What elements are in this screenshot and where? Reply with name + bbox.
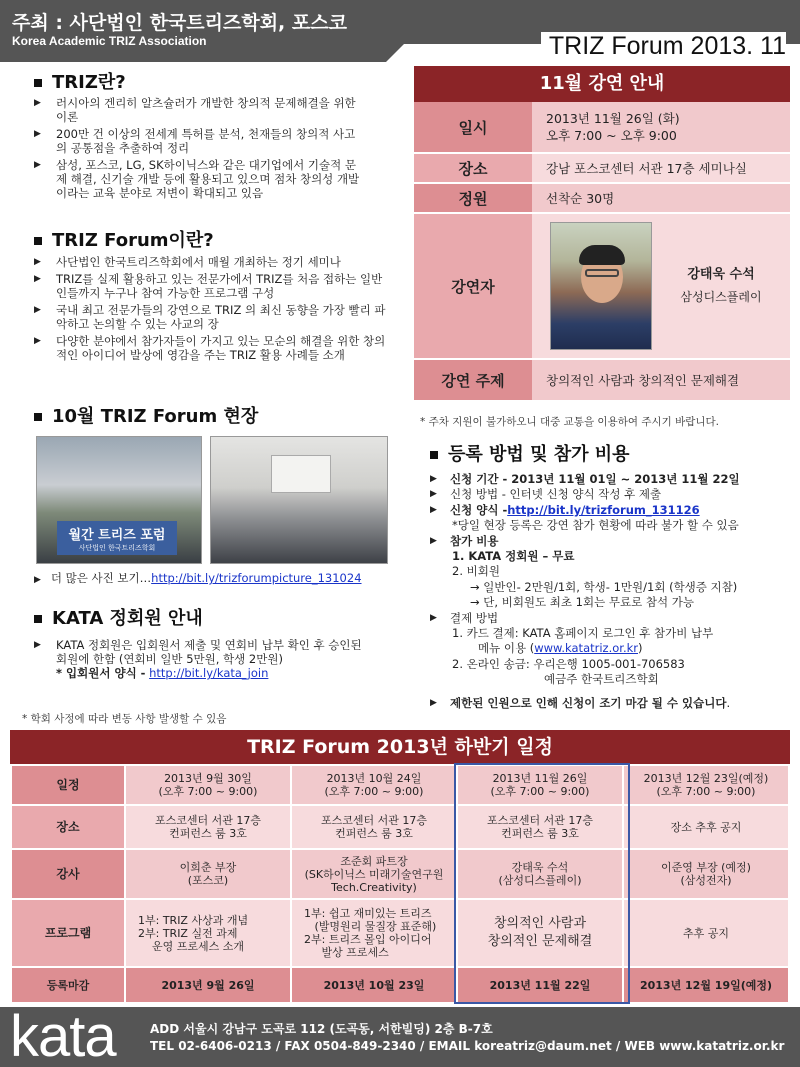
host-english: Korea Academic TRIZ Association: [12, 34, 207, 48]
limited-note: 제한된 인원으로 인해 신청이 조기 마감 될 수 있습니다: [450, 695, 727, 710]
membership-heading: KATA 정회원 안내: [34, 604, 203, 630]
host-label: 주최 : 사단법인 한국트리즈학회, 포스코: [12, 12, 347, 34]
triz-about-list: [34, 96, 364, 203]
table-row: 일정 2013년 9월 30일 (오후 7:00 ~ 9:00) 2013년 10월 24일 (오후 7:00 ~ 9:00) 2013년 11월 26일 (오후 7:00 ~ 9:00) 2013년 12월 23일(예정) (오후 7:00 ~ 9:00): [11, 765, 789, 805]
square-bullet-icon: [34, 615, 42, 623]
current-month-highlight: [454, 763, 630, 1004]
payment-holder: 예금주 한국트리즈학회: [544, 672, 659, 687]
talk-topic: 창의적인 사람과 창의적인 문제해결: [532, 360, 790, 400]
onsite-note: *당일 현장 등록은 강연 참가 현황에 따라 불가 할 수 있음: [452, 518, 739, 533]
seminar-photo: [210, 436, 388, 564]
projector-screen: [271, 455, 331, 493]
talk-row-date: [414, 102, 790, 154]
parking-note: * 주차 지원이 불가하오니 대중 교통을 이용하여 주시기 바랍니다.: [420, 416, 720, 428]
photo-banner: 월간 트리즈 포럼 사단법인 한국트리즈학회: [57, 521, 177, 555]
row-label: 프로그램: [11, 899, 125, 967]
row-label: 강사: [11, 849, 125, 899]
list-item: ▶ TRIZ를 실제 활용하고 있는 전문가에서 TRIZ를 처음 접하는 일반인들까지 누구나 참여 가능한 프로그램 구성: [34, 272, 386, 300]
talk-label: 정원: [414, 184, 532, 212]
talk-info-table: [414, 66, 790, 402]
table-row: 강사 이희춘 부장 (포스코) 조준회 파트장 (SK하이닉스 미래기술연구원 Tech.Creativity) 강태욱 수석 (삼성디스플레이) 이준영 부장 (예정) (삼성전자): [11, 849, 789, 899]
arrow-bullet-icon: ▶: [34, 575, 41, 585]
footer-contact: TEL 02-6406-0213 / FAX 0504-849-2340 / EMAIL koreatriz@daum.net / WEB www.katatriz.or.kr: [150, 1039, 785, 1053]
kata-homepage-link[interactable]: www.katatriz.or.kr: [534, 641, 638, 656]
payment-bank: 2. 온라인 송금: 우리은행 1005-001-706583: [452, 656, 685, 671]
list-item: ▶ KATA 정회원은 입회원서 제출 및 연회비 납부 확인 후 승인된 회원에 한함 (연회비 일반 5만원, 학생 2만원) * 입회원서 양식 - http://bit.ly/kata_join: [34, 638, 364, 680]
membership-form-link[interactable]: http://bit.ly/kata_join: [149, 666, 269, 680]
schedule-title: TRIZ Forum 2013년 하반기 일정: [10, 730, 790, 764]
talk-capacity: 선착순 30명: [532, 184, 790, 212]
row-label: 등록마감: [11, 967, 125, 1003]
speaker-org: 삼성디스플레이: [680, 290, 762, 304]
list-item: ▶ 다양한 분야에서 참가자들이 가지고 있는 모순의 해결을 위한 창의적인 아이디어 발상에 영감을 주는 TRIZ 활용 사례들 소개: [34, 334, 386, 362]
speaker-photo: [550, 222, 652, 350]
registration-form-link[interactable]: http://bit.ly/trizforum_131126: [507, 502, 700, 517]
fee-first-free: → 단, 비회원도 최초 1회는 무료로 참석 가능: [470, 595, 694, 610]
fee-label: 참가 비용: [450, 533, 499, 548]
speaker-name: 강태욱 수석: [687, 267, 755, 282]
registration-period: 신청 기간 - 2013년 11월 01일 ~ 2013년 11월 22일: [450, 472, 740, 486]
talk-label: 장소: [414, 154, 532, 182]
more-photos-line: ▶ 더 많은 사진 보기…http://bit.ly/trizforumpicture_131024: [34, 571, 362, 585]
payment-label: ▶ 결제 방법: [430, 611, 790, 626]
talk-place: 강남 포스코센터 서관 17층 세미나실: [532, 154, 790, 182]
list-item: ▶ 러시아의 겐리히 알츠슐러가 개발한 창의적 문제해결을 위한 이론: [34, 96, 364, 124]
registration-block: ▶ 신청 기간 - 2013년 11월 01일 ~ 2013년 11월 22일 ▶ 신청 방법 - 인터넷 신청 양식 작성 후 제출 ▶ 신청 양식 -http://bit.ly/trizforum_131126 *당일 현장 등록은 강연 참가 현황에 따라 불가 할 수 있음 ▶ 참가 비용 1. KATA 정회원 – 무료 2. 비회원 → 일반인- 2만원/1회, 학생- 1만원/1회 (학생증 지참) → 단, 비회원도 최초 1회는 무료로 참석 가능 ▶ 결제 방법 1. 카드 결제: KATA 홈페이지 로그인 후 참가비 납부 메뉴 이용 (www.katatriz.or.kr) 2. 온라인 송금: 우리은행 1005-001-706583 예금주 한국트리즈학회 ▶ 제한된 인원으로 인해 신청이 조기 마감 될 수 있습니다.: [430, 472, 790, 711]
membership-note: * 학회 사정에 따라 변동 사항 발생할 수 있음: [22, 713, 227, 725]
talk-row-place: [414, 154, 790, 184]
kata-logo: kata: [10, 1004, 116, 1067]
table-row: 프로그램 1부: TRIZ 사상과 개념 2부: TRIZ 실전 과제 운영 프로세스 소개 1부: 쉽고 재미있는 트리즈 (발명원리 물질장 표준해) 2부: 트리즈 몰입 아이디어 발상 프로세스 창의적인 사람과 창의적인 문제해결 추후 공지: [11, 899, 789, 967]
talk-date: 2013년 11월 26일 (화): [546, 111, 680, 126]
registration-method: ▶ 신청 방법 - 인터넷 신청 양식 작성 후 제출: [430, 487, 790, 502]
list-item: ▶ 200만 건 이상의 전세계 특허를 분석, 천재들의 창의적 사고의 공통점을 추출하여 정리: [34, 127, 364, 155]
square-bullet-icon: [430, 451, 438, 459]
footer-address: ADD 서울시 강남구 도곡로 112 (도곡동, 서한빌딩) 2층 B-7호: [150, 1022, 493, 1036]
list-item: ▶ 삼성, 포스코, LG, SK하이닉스와 같은 대기업에서 기술적 문제 해결, 신기술 개발 등에 활용되고 있으며 점차 창의성 개발이라는 교육 분야로 저변이 확대되고 있음: [34, 158, 364, 200]
header-notch: [386, 44, 404, 62]
talk-label: 일시: [414, 102, 532, 152]
row-label: 장소: [11, 805, 125, 849]
registration-heading: 등록 방법 및 참가 비용: [430, 440, 630, 466]
forum-about-heading: TRIZ Forum이란?: [34, 226, 214, 252]
talk-heading: 11월 강연 안내: [414, 66, 790, 102]
talk-row-capacity: [414, 184, 790, 214]
membership-list: [34, 638, 364, 683]
talk-row-speaker: [414, 214, 790, 360]
list-item: ▶ 국내 최고 전문가들의 강연으로 TRIZ 의 최신 동향을 가장 빨리 파악하고 논의할 수 있는 사교의 장: [34, 303, 386, 331]
list-item: ▶ 사단법인 한국트리즈학회에서 매월 개최하는 정기 세미나: [34, 255, 386, 269]
forum-title: TRIZ Forum 2013. 11: [541, 32, 786, 61]
schedule-table: [10, 764, 790, 1004]
triz-about-heading: TRIZ란?: [34, 68, 126, 94]
payment-card: 1. 카드 결제: KATA 홈페이지 로그인 후 참가비 납부: [452, 626, 714, 641]
more-photos-link[interactable]: http://bit.ly/trizforumpicture_131024: [151, 571, 362, 585]
forum-about-list: [34, 255, 386, 365]
page-header: [0, 0, 800, 62]
group-photo: [36, 436, 202, 564]
square-bullet-icon: [34, 79, 42, 87]
fee-member: 1. KATA 정회원 – 무료: [452, 549, 575, 564]
fee-nonmember: 2. 비회원: [452, 564, 500, 579]
talk-label: 강연 주제: [414, 360, 532, 400]
page-footer: [0, 1004, 800, 1067]
table-row: 장소 포스코센터 서관 17층 컨퍼런스 룸 3호 포스코센터 서관 17층 컨퍼런스 룸 3호 포스코센터 서관 17층 컨퍼런스 룸 3호 장소 추후 공지: [11, 805, 789, 849]
fee-nonmember-detail: → 일반인- 2만원/1회, 학생- 1만원/1회 (학생증 지참): [470, 579, 738, 594]
talk-label: 강연자: [414, 214, 532, 358]
table-row: 등록마감 2013년 9월 26일 2013년 10월 23일 2013년 11월 22일 2013년 12월 19일(예정): [11, 967, 789, 1003]
row-label: 일정: [11, 765, 125, 805]
talk-time: 오후 7:00 ~ 오후 9:00: [546, 128, 677, 143]
square-bullet-icon: [34, 413, 42, 421]
talk-row-topic: [414, 360, 790, 402]
october-heading: 10월 TRIZ Forum 현장: [34, 402, 258, 428]
square-bullet-icon: [34, 237, 42, 245]
